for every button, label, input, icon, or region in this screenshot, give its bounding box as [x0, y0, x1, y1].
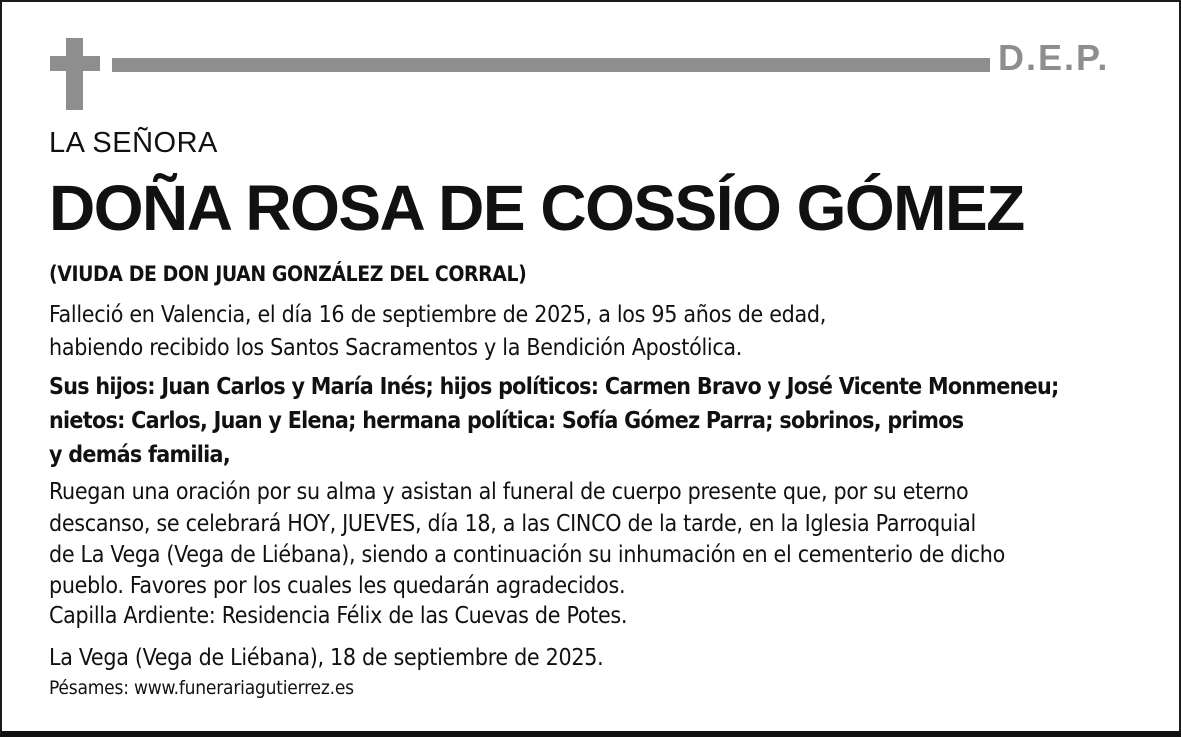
header-rule [112, 58, 990, 72]
request-line: de La Vega (Vega de Liébana), siendo a continuación su inhumación en el cementerio de dicho [49, 542, 1005, 568]
condolences-link[interactable]: Pésames: www.funerariagutierrez.es [49, 677, 354, 699]
request-line: pueblo. Favores por los cuales les quedarán agradecidos. [49, 573, 626, 599]
death-notice-line: habiendo recibido los Santos Sacramentos y la Bendición Apostólica. [49, 335, 743, 361]
wake-location: Capilla Ardiente: Residencia Félix de las Cuevas de Potes. [49, 603, 628, 629]
death-notice-line: Falleció en Valencia, el día 16 de septiembre de 2025, a los 95 años de edad, [49, 302, 827, 328]
honorific: LA SEÑORA [49, 127, 218, 159]
family-line: nietos: Carlos, Juan y Elena; hermana política: Sofía Gómez Parra; sobrinos, primos [49, 408, 964, 434]
place-date: La Vega (Vega de Liébana), 18 de septiembre de 2025. [49, 645, 604, 671]
family-line: Sus hijos: Juan Carlos y María Inés; hijos políticos: Carmen Bravo y José Vicente Monmeneu; [49, 374, 1059, 400]
deceased-name: DOÑA ROSA DE COSSÍO GÓMEZ [49, 172, 1024, 244]
family-line: y demás familia, [49, 442, 230, 468]
request-line: Ruegan una oración por su alma y asistan al funeral de cuerpo presente que, por su eterno [49, 479, 969, 505]
request-line: descanso, se celebrará HOY, JUEVES, día 18, a las CINCO de la tarde, en la Iglesia Parroquial [49, 511, 976, 537]
cross-icon [50, 38, 100, 110]
widow-note: (VIUDA DE DON JUAN GONZÁLEZ DEL CORRAL) [49, 262, 527, 286]
dep-label: D.E.P. [998, 37, 1110, 78]
